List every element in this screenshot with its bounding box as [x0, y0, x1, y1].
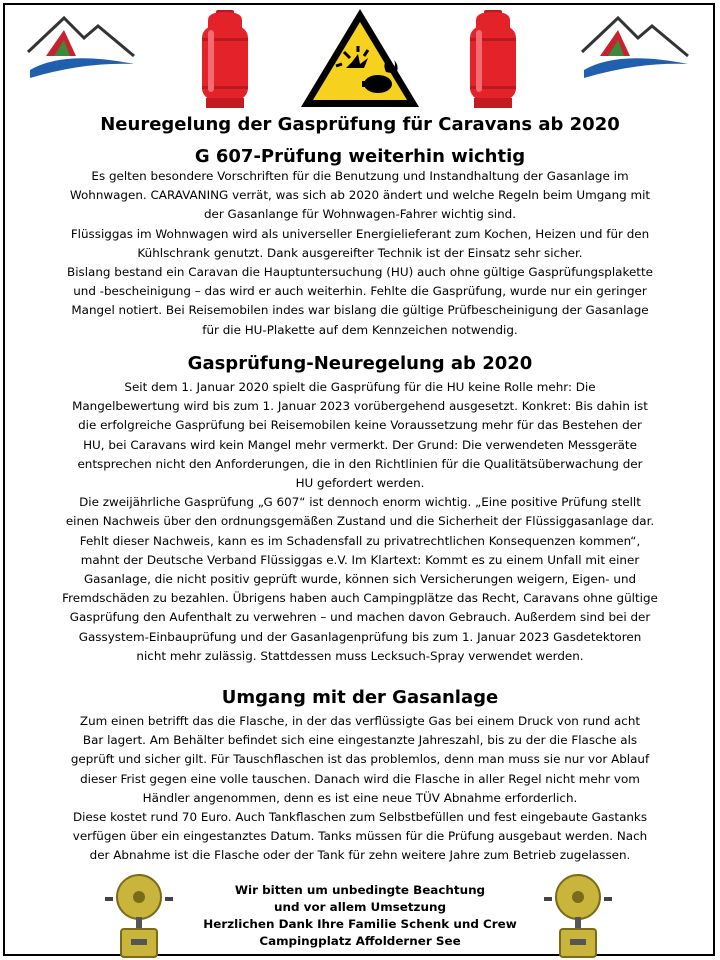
section-heading: Gasprüfung-Neuregelung ab 2020 — [187, 353, 533, 374]
text-line: Gasprüfung den Aufenthalt zu verwehren – und machen davon Gebrauch. Außerdem sind bei der — [69, 610, 651, 625]
text-line: Händler angenommen, denn es ist eine neue TÜV Abnahme erforderlich. — [142, 790, 578, 805]
mountain-logo-icon — [578, 12, 694, 82]
text-line: für die HU-Plakette auf dem Kennzeichen notwendig. — [202, 322, 518, 337]
section-body — [12, 712, 708, 866]
text-line: einen Nachweis über den ordnungsgemäßen Zustand und die Sicherheit der Flüssiggasanlage dar. — [65, 514, 655, 529]
text-line: entsprechen nicht den Anforderungen, die in den Richtlinien für die Qualitätsüberwachung der — [77, 456, 643, 471]
text-line: Mangelbewertung wird bis zum 1. Januar 2023 vorübergehend ausgesetzt. Konkret: Bis dahin ist — [72, 399, 648, 414]
section-body — [12, 167, 708, 340]
text-line: Es gelten besondere Vorschriften für die Benutzung und Instandhaltung der Gasanlage im — [91, 169, 629, 183]
text-line: Fehlt dieser Nachweis, kann es im Schadensfall zu privatrechtlichen Konsequenzen kommen“, — [79, 533, 641, 548]
text-line: und -bescheinigung – das wird er auch weiterhin. Fehlte die Gasprüfung, wurde nur ein geringer — [73, 284, 647, 299]
text-line: Flüssiggas im Wohnwagen wird als universeller Energielieferant zum Kochen, Heizen und für den — [70, 226, 650, 241]
text-line: Zum einen betrifft das die Flasche, in der das verflüssigte Gas bei einem Druck von rund acht — [79, 714, 641, 728]
text-line: mahnt der Deutsche Verband Flüssiggas e.V. Im Klartext: Kommt es zu einem Unfall mit einer — [80, 552, 640, 567]
text-line: Mangel notiert. Bei Reisemobilen indes war bislang die gültige Prüfbescheinigung der Gasanlage — [71, 303, 649, 318]
text-line: Die zweijährliche Gasprüfung „G 607“ ist dennoch enorm wichtig. „Eine positive Prüfung stellt — [79, 495, 641, 510]
explosion-warning-icon — [298, 6, 422, 110]
page-title: Neuregelung der Gasprüfung für Caravans ab 2020 — [100, 114, 620, 135]
text-line: nicht mehr zulässig. Stattdessen muss Lecksuch-Spray verwendet werden. — [136, 648, 584, 663]
closing-line: Campingplatz Affolderner See — [259, 934, 461, 948]
closing-line: und vor allem Umsetzung — [274, 900, 446, 914]
text-line: HU, bei Caravans wird kein Mangel mehr vermerkt. Der Grund: Die verwendeten Messgeräte — [83, 437, 637, 452]
text-line: Bar lagert. Am Behälter befindet sich eine eingestanzte Jahreszahl, bis zu der die Flasche als — [82, 733, 638, 748]
text-line: die erfolgreiche Gasprüfung bei Reisemobilen keine Voraussetzung mehr für das Bestehen der — [78, 418, 642, 433]
text-line: verfügen über ein eingestanztes Datum. Tanks müssen für die Prüfung ausgebaut werden. Nach — [72, 829, 648, 844]
gas-bottle-icon — [196, 8, 254, 110]
closing-note — [12, 882, 708, 950]
closing-line: Wir bitten um unbedingte Beachtung — [234, 883, 486, 897]
section-heading: Umgang mit der Gasanlage — [221, 687, 499, 708]
section-heading: G 607-Prüfung weiterhin wichtig — [194, 146, 526, 167]
text-line: Diese kostet rund 70 Euro. Auch Tankflaschen zum Selbstbefüllen und fest eingebaute Gastanks — [72, 810, 648, 825]
text-line: Wohnwagen. CARAVANING verrät, was sich ab 2020 ändert und welche Regeln beim Umgang mit — [69, 188, 651, 203]
text-line: der Abnahme ist die Flasche oder der Tank für zehn weitere Jahre zum Betrieb zugelassen. — [89, 848, 631, 863]
text-line: geprüft und sicher gilt. Für Tauschflaschen ist das problemlos, denn man muss sie nur vor Ablauf — [70, 752, 650, 767]
gas-bottle-icon — [464, 8, 522, 110]
text-line: Gassystem-Einbauprüfung und der Gasanlagenprüfung bis zum 1. Januar 2023 Gasdetektoren — [78, 629, 642, 644]
closing-line: Herzlichen Dank Ihre Familie Schenk und Crew — [203, 917, 517, 931]
text-line: Gasanlage, die nicht positiv geprüft wurde, können sich Versicherungen weigern, Eigen- und — [83, 572, 637, 587]
text-line: der Gasanlange für Wohnwagen-Fahrer wichtig sind. — [203, 207, 517, 222]
mountain-logo-icon — [24, 12, 140, 82]
text-line: Fremdschäden zu bezahlen. Übrigens haben auch Campingplätze das Recht, Caravans ohne gültige — [62, 591, 658, 606]
text-line: HU gefordert werden. — [295, 476, 425, 491]
text-line: dieser Frist gegen eine volle tauschen. Danach wird die Flasche in aller Regel nicht mehr vom — [80, 771, 640, 786]
section-body — [12, 378, 708, 666]
text-line: Bislang bestand ein Caravan die Hauptuntersuchung (HU) auch ohne gültige Gasprüfungsplakette — [67, 265, 653, 280]
text-line: Kühlschrank genutzt. Dank ausgereifter Technik ist der Einsatz sehr sicher. — [137, 245, 583, 260]
text-line: Seit dem 1. Januar 2020 spielt die Gasprüfung für die HU keine Rolle mehr: Die — [124, 380, 596, 394]
